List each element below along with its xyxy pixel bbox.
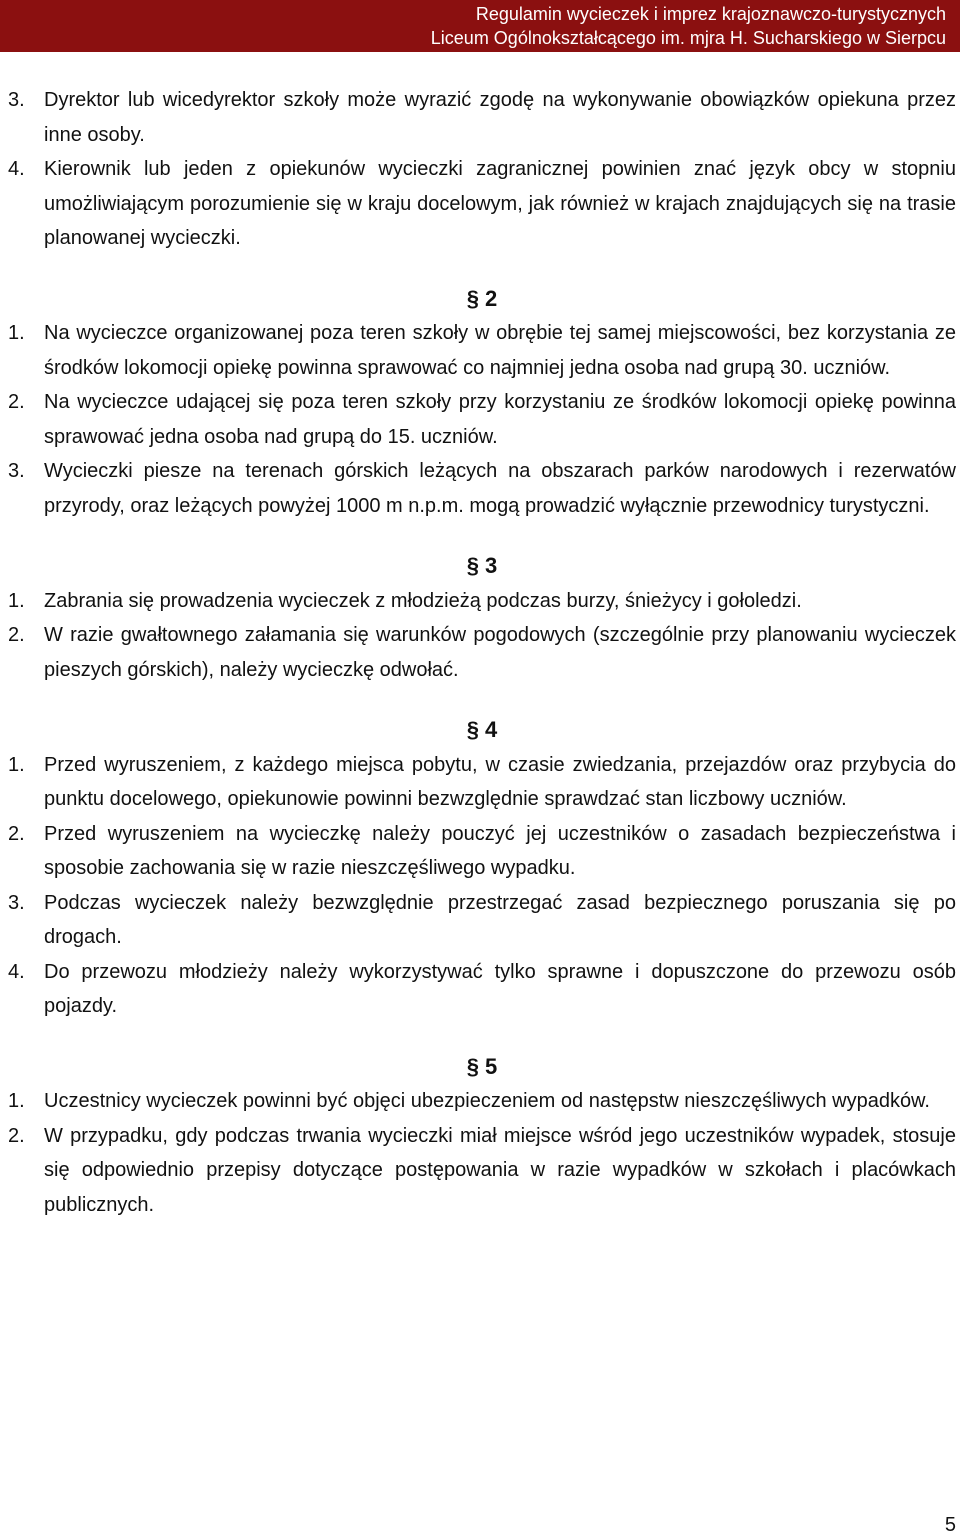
list-item xyxy=(8,316,956,385)
item-number: 3. xyxy=(8,891,25,914)
list-item xyxy=(8,1119,956,1223)
section-heading: § 5 xyxy=(466,1053,498,1079)
list-item xyxy=(8,83,956,152)
list-item xyxy=(8,748,956,817)
list-item xyxy=(8,454,956,523)
list-item xyxy=(8,817,956,886)
item-number: 2. xyxy=(8,822,25,845)
item-text: Do przewozu młodzieży należy wykorzystywać tylko sprawne i dopuszczone do przewozu osób pojazdy. xyxy=(44,960,956,1017)
item-number: 1. xyxy=(8,1090,25,1112)
item-text: Przed wyruszeniem, z każdego miejsca pobytu, w czasie zwiedzania, przejazdów oraz przybycia do punktu docelowego, opiekunowie powinni bezwzględnie sprawdzać stan liczbowy uczniów. xyxy=(44,753,956,810)
item-text: Zabrania się prowadzenia wycieczek z młodzieżą podczas burzy, śnieżycy i gołoledzi. xyxy=(44,589,802,612)
item-number: 3. xyxy=(8,89,25,111)
item-text: Przed wyruszeniem na wycieczkę należy pouczyć jej uczestników o zasadach bezpieczeństwa i sposobie zachowania się w razie nieszczęśliwego wypadku. xyxy=(44,822,956,879)
document-body xyxy=(8,83,956,1222)
list-item xyxy=(8,385,956,454)
item-number: 1. xyxy=(8,322,25,344)
list-item xyxy=(8,152,956,256)
item-text: Kierownik lub jeden z opiekunów wycieczki zagranicznej powinien znać język obcy w stopniu umożliwiającym porozumienie się w kraju docelowym, jak również w krajach znajdujących się na trasie planowanej wycieczki. xyxy=(44,158,956,249)
item-text: Na wycieczce organizowanej poza teren szkoły w obrębie tej samej miejscowości, bez korzystania ze środków lokomocji opiekę powinna sprawować co najmniej jedna osoba nad grupą 30. uczniów. xyxy=(44,322,956,379)
item-text: W razie gwałtownego załamania się warunków pogodowych (szczególnie przy planowaniu wycieczek pieszych górskich), należy wycieczkę odwołać. xyxy=(44,624,956,681)
item-number: 2. xyxy=(8,624,25,646)
item-text: Wycieczki piesze na terenach górskich leżących na obszarach parków narodowych i rezerwatów przyrody, oraz leżących powyżej 1000 m n.p.m. mogą prowadzić wyłącznie przewodnicy turystyczni. xyxy=(44,460,956,517)
item-text: Na wycieczce udającej się poza teren szkoły przy korzystaniu ze środków lokomocji opiekę powinna sprawować jedna osoba nad grupą do 15. uczniów. xyxy=(44,391,956,448)
list-item xyxy=(8,618,956,687)
item-number: 2. xyxy=(8,391,25,413)
list-item xyxy=(8,584,956,619)
document-header xyxy=(0,0,960,52)
item-number: 4. xyxy=(8,158,25,180)
header-title: Regulamin wycieczek i imprez krajoznawczo-turystycznych xyxy=(475,4,946,24)
item-number: 1. xyxy=(8,753,25,776)
item-text: W przypadku, gdy podczas trwania wycieczki miał miejsce wśród jego uczestników wypadek, stosuje się odpowiednio przepisy dotyczące postępowania w razie wypadków w szkołach i placówkach publicznych. xyxy=(44,1124,956,1216)
page-number: 5 xyxy=(944,1514,956,1536)
section-heading: § 4 xyxy=(466,717,498,742)
list-item xyxy=(8,886,956,955)
item-number: 4. xyxy=(8,960,25,983)
list-item xyxy=(8,955,956,1024)
section-heading: § 2 xyxy=(466,285,498,311)
item-number: 2. xyxy=(8,1124,25,1147)
item-text: Dyrektor lub wicedyrektor szkoły może wyrazić zgodę na wykonywanie obowiązków opiekuna przez inne osoby. xyxy=(44,89,956,146)
header-school: Liceum Ogólnokształcącego im. mjra H. Sucharskiego w Sierpcu xyxy=(430,28,946,48)
list-item xyxy=(8,1084,956,1119)
item-text: Podczas wycieczek należy bezwzględnie przestrzegać zasad bezpiecznego poruszania się po drogach. xyxy=(44,891,956,948)
section-heading: § 3 xyxy=(466,553,498,578)
item-number: 1. xyxy=(8,589,25,612)
item-number: 3. xyxy=(8,460,25,482)
item-text: Uczestnicy wycieczek powinni być objęci ubezpieczeniem od następstw nieszczęśliwych wypadków. xyxy=(44,1090,930,1112)
